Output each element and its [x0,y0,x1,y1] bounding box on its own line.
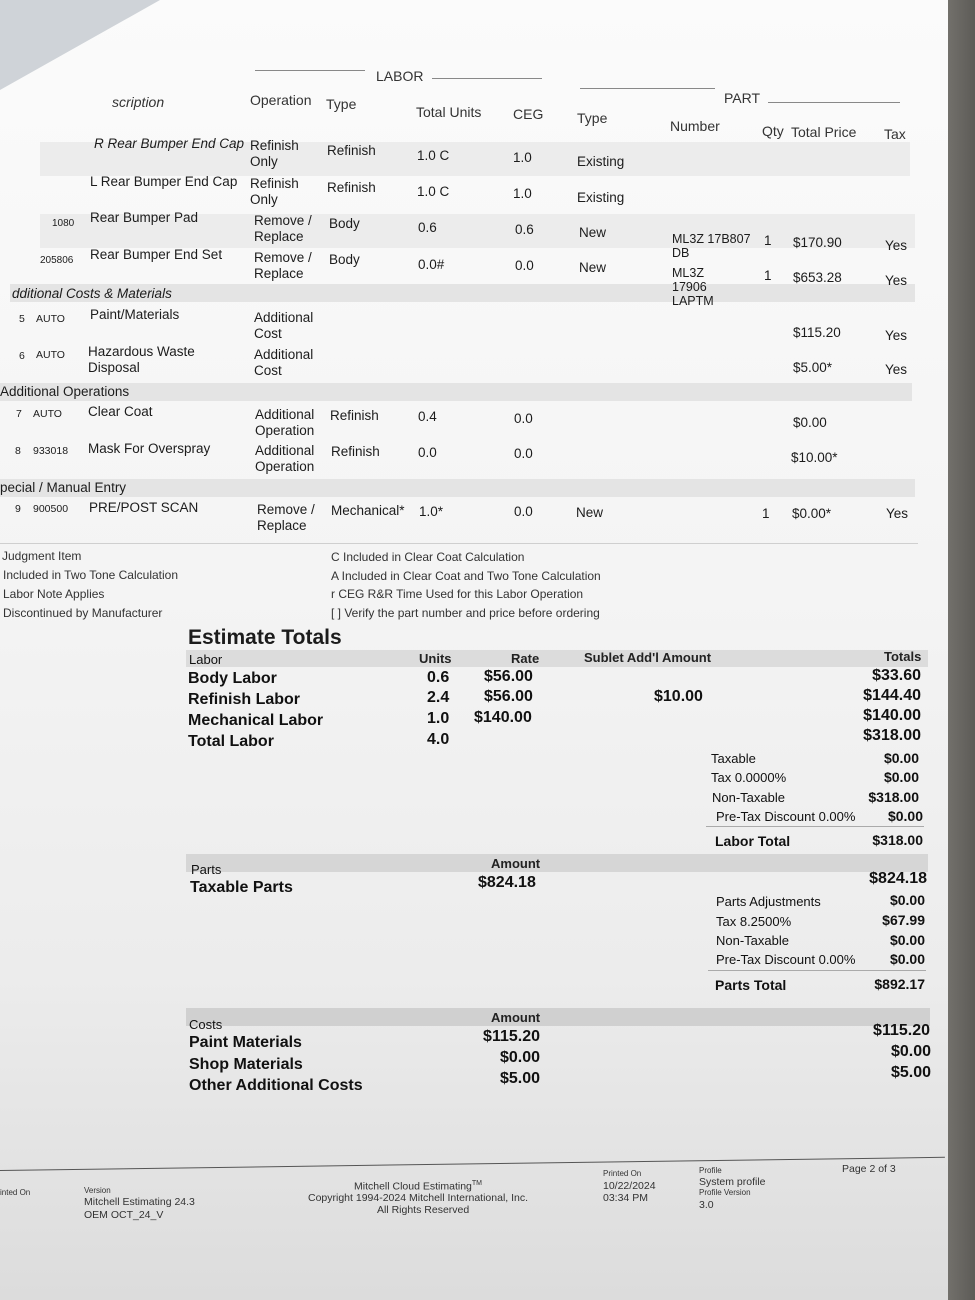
labor-row-sublet: $10.00 [654,688,703,705]
item-labor-type: Refinish [331,444,380,459]
parts-row-total: $824.18 [869,870,927,887]
item-price: $10.00* [791,450,838,465]
item-part-type: Existing [577,154,625,169]
footer-product-tm: TM [471,1180,482,1187]
labor-total-label: Labor Total [715,833,791,849]
item-ceg: 0.6 [515,222,534,237]
item-part-number: ML3Z 17B807 DB [672,232,751,260]
col-total-units: Total Units [416,104,482,120]
parts-summary-label: Non-Taxable [716,933,789,948]
parts-summary-label: Pre-Tax Discount 0.00% [716,952,856,967]
labor-summary-value: $318.00 [868,789,919,805]
cost-row-amount: $5.00 [499,1070,540,1087]
item-description: Mask For Overspray [88,441,211,456]
item-code: 1080 [52,218,75,229]
totals-header-band [186,650,928,667]
parts-row-label: Taxable Parts [190,879,293,896]
labor-row-units: 4.0 [427,731,450,748]
footer-version: Mitchell Estimating 24.3 [84,1196,195,1208]
item-description: L Rear Bumper End Cap [90,174,238,189]
item-description: PRE/POST SCAN [89,500,199,515]
item-operation: Remove / Replace [257,502,315,533]
legend-left-item: Labor Note Applies [3,587,105,601]
estimate-totals-title: Estimate Totals [188,626,342,649]
item-code: AUTO [36,349,65,361]
labor-row-label: Body Labor [188,670,277,687]
item-price: $170.90 [793,235,842,250]
item-tax: Yes [885,328,908,343]
col-description: scription [112,94,165,110]
divider [706,826,924,827]
item-units: 1.0 C [417,184,450,199]
divider [708,970,926,971]
labor-row-rate: $140.00 [474,709,532,726]
footer-product [354,1180,482,1193]
item-operation: Additional Cost [254,347,314,378]
section-band [0,479,915,497]
labor-summary-label: Pre-Tax Discount 0.00% [716,809,856,824]
cost-row-label: Other Additional Costs [189,1077,363,1094]
item-line-number: 7 [16,408,22,420]
item-qty: 1 [762,506,770,521]
item-tax: Yes [885,273,908,288]
item-operation: Remove / Replace [254,213,312,244]
cost-row-label: Paint Materials [189,1034,302,1051]
labor-row-total: $144.40 [863,687,921,704]
parts-header-band [186,854,928,872]
item-units: 0.0 [418,445,437,460]
item-code: 205806 [40,255,74,266]
item-part-type: New [579,225,607,240]
parts-summary-value: $0.00 [889,951,925,967]
parts-summary-label: Tax 8.2500% [716,914,792,929]
col-total-price: Total Price [791,124,857,140]
costs-col-costs: Costs [189,1017,223,1032]
legend-left-item: Included in Two Tone Calculation [3,568,179,582]
item-qty: 1 [764,268,772,283]
labor-row-label: Total Labor [188,733,274,750]
item-operation: Refinish Only [250,176,299,207]
item-line-number: 6 [19,350,25,362]
item-units: 1.0 C [417,148,450,163]
item-operation: Additional Operation [255,407,315,438]
item-units: 0.6 [418,220,437,235]
item-price: $653.28 [793,270,842,285]
item-part-number: ML3Z 17906 LAPTM [672,266,714,308]
footer-printed-label-left: inted On [0,1188,31,1197]
item-labor-type: Refinish [327,180,376,195]
col-operation: Operation [250,92,312,108]
footer-profile-version-label: Profile Version [699,1188,751,1197]
item-line-number: 8 [15,445,21,457]
footer-printed-date: 10/22/2024 [603,1180,656,1192]
item-tax: Yes [886,506,909,521]
legend-right-item: r CEG R&R Time Used for this Labor Operation [331,587,584,601]
item-labor-type: Refinish [327,143,376,158]
part-rule-left [580,88,715,89]
section-band [0,383,912,401]
item-code: AUTO [36,313,65,325]
costs-col-amount: Amount [491,1010,541,1025]
labor-row-label: Mechanical Labor [188,712,324,729]
footer-profile-label: Profile [699,1166,722,1175]
parts-summary-label: Parts Adjustments [716,894,821,909]
labor-group-header: LABOR [376,68,424,84]
parts-col-parts: Parts [191,862,222,877]
section-additional-operations: Additional Operations [0,384,130,399]
item-units: 0.4 [418,409,437,424]
item-units: 1.0* [419,504,444,519]
footer-printed-time: 03:34 PM [603,1192,648,1204]
labor-row-rate: $56.00 [484,668,533,685]
parts-summary-value: $0.00 [889,892,925,908]
cost-row-total: $5.00 [890,1064,931,1081]
item-price: $5.00* [793,360,833,375]
item-description: Clear Coat [88,404,153,419]
col-part-type: Type [577,110,608,126]
item-tax: Yes [885,362,908,377]
item-description: R Rear Bumper End Cap [94,136,245,151]
item-labor-type: Body [329,252,360,267]
item-qty: 1 [764,233,772,248]
footer-page-number: Page 2 of 3 [842,1163,896,1175]
labor-row-units: 0.6 [427,669,450,686]
col-number: Number [670,118,720,134]
cost-row-amount: $115.20 [483,1028,540,1045]
footer-profile-version: 3.0 [699,1199,714,1211]
item-code: 900500 [33,503,69,515]
legend-right-item: C Included in Clear Coat Calculation [331,550,525,564]
legend-left-item: Discontinued by Manufacturer [3,606,163,620]
item-ceg: 0.0 [514,411,533,426]
parts-row-amount: $824.18 [478,874,536,891]
item-code: AUTO [33,408,62,420]
item-ceg: 0.0 [514,504,533,519]
parts-total-value: $892.17 [874,976,925,992]
item-part-type: New [579,260,607,275]
item-ceg: 0.0 [515,258,534,273]
labor-summary-value: $0.00 [883,750,919,766]
labor-row-units: 2.4 [427,689,450,706]
cost-row-total: $115.20 [873,1022,930,1039]
item-part-type: Existing [577,190,625,205]
labor-row-label: Refinish Labor [188,691,301,708]
item-labor-type: Mechanical* [331,503,405,518]
labor-col-labor: Labor [189,652,223,667]
footer-copyright: Copyright 1994-2024 Mitchell International, Inc. [308,1192,529,1204]
part-rule-right [768,102,900,103]
labor-summary-label: Taxable [711,751,756,766]
labor-summary-label: Non-Taxable [712,790,785,805]
labor-col-sublet: Sublet Add'l Amount [584,650,712,665]
item-labor-type: Body [329,216,360,231]
footer-printed-label: Printed On [603,1169,642,1178]
labor-col-rate: Rate [511,651,540,666]
item-description: Paint/Materials [90,307,180,322]
divider [0,543,918,544]
legend-right-item: A Included in Clear Coat and Two Tone Calculation [331,569,601,583]
legend-right-item: [ ] Verify the part number and price before ordering [331,606,600,620]
item-price: $115.20 [793,325,841,340]
item-operation: Additional Cost [254,310,314,341]
footer-rule [0,1157,945,1171]
item-price: $0.00 [793,415,827,430]
col-ceg: CEG [513,106,544,122]
labor-row-total: $318.00 [863,727,921,744]
item-labor-type: Refinish [330,408,379,423]
item-ceg: 0.0 [514,446,533,461]
item-description: Rear Bumper Pad [90,210,199,225]
item-ceg: 1.0 [513,186,532,201]
item-operation: Refinish Only [250,138,299,169]
item-operation: Additional Operation [255,443,315,474]
item-description: Rear Bumper End Set [90,247,223,262]
item-ceg: 1.0 [513,150,532,165]
footer-version2: OEM OCT_24_V [84,1209,164,1221]
footer-version-label: Version [84,1186,111,1195]
labor-rule-right [432,78,542,79]
labor-row-rate: $56.00 [484,688,533,705]
labor-row-total: $140.00 [863,707,921,724]
parts-total-label: Parts Total [715,977,787,993]
footer-rights: All Rights Reserved [377,1204,470,1216]
costs-header-band [186,1008,930,1026]
item-price: $0.00* [792,506,832,521]
item-operation: Remove / Replace [254,250,312,281]
labor-col-units: Units [419,651,452,666]
folded-corner [0,0,160,90]
labor-col-totals: Totals [884,649,922,664]
cost-row-total: $0.00 [890,1043,931,1060]
item-units: 0.0# [418,257,445,272]
labor-summary-label: Tax 0.0000% [711,770,787,785]
parts-summary-value: $67.99 [882,912,925,928]
col-qty: Qty [762,123,784,139]
labor-rule-left [255,70,365,71]
col-labor-type: Type [326,96,357,112]
footer-product-name: Mitchell Cloud Estimating [354,1180,472,1193]
part-group-header: PART [724,90,761,106]
parts-col-amount: Amount [491,856,541,871]
section-additional-costs: dditional Costs & Materials [12,286,172,301]
labor-row-total: $33.60 [872,667,921,684]
cost-row-amount: $0.00 [499,1049,540,1066]
item-tax: Yes [885,238,908,253]
item-line-number: 5 [19,313,25,325]
labor-summary-value: $0.00 [883,769,919,785]
item-part-type: New [576,505,604,520]
labor-row-units: 1.0 [427,710,450,727]
legend-left-item: Judgment Item [2,549,82,563]
cost-row-label: Shop Materials [189,1056,303,1073]
labor-summary-value: $0.00 [887,808,923,824]
item-description: Hazardous Waste Disposal [88,344,195,375]
footer-profile: System profile [699,1176,766,1188]
item-line-number: 9 [15,503,21,515]
item-code: 933018 [33,445,69,457]
labor-total-value: $318.00 [872,832,923,848]
col-tax: Tax [884,126,906,142]
parts-summary-value: $0.00 [889,932,925,948]
section-special-manual: pecial / Manual Entry [0,480,127,495]
